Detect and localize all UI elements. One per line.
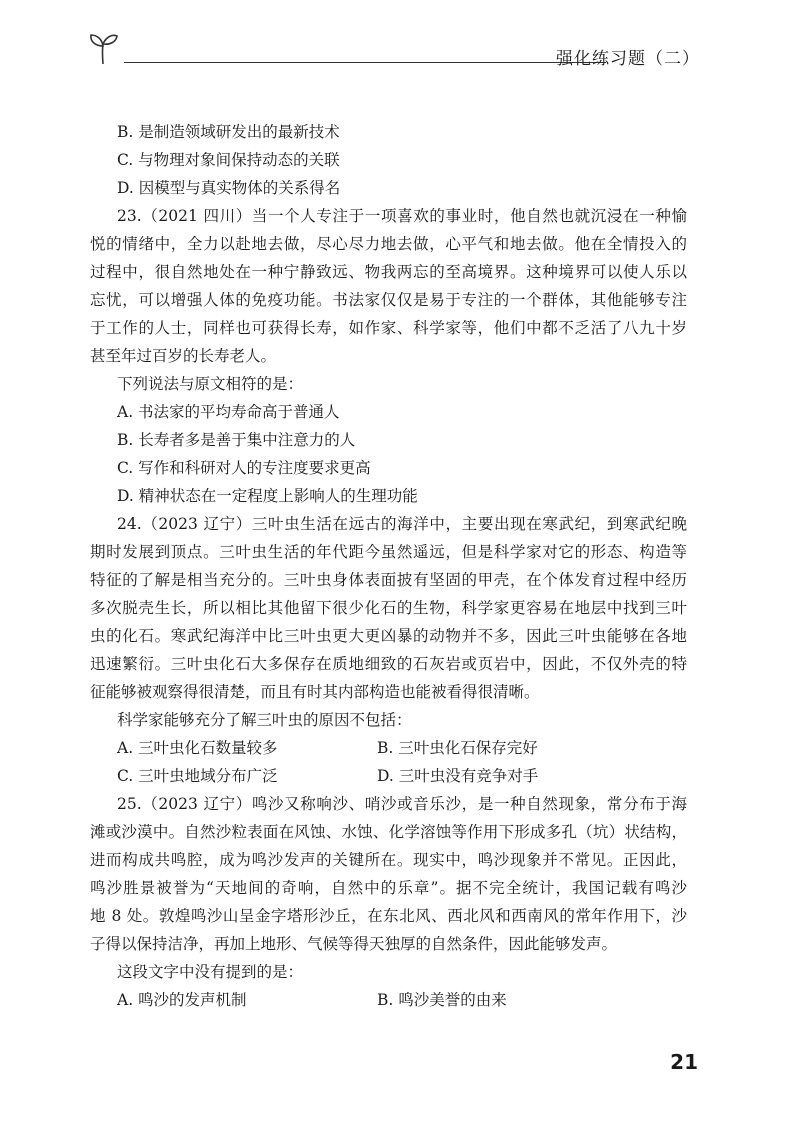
q24-line: 24.（2023 辽宁）三叶虫生活在远古的海洋中，主要出现在寒武纪，到寒武纪晚 — [117, 515, 687, 533]
q23-option-d: D. 精神状态在一定程度上影响人的生理功能 — [117, 487, 418, 505]
question-23 — [90, 202, 687, 510]
q23-line: 过程中，很自然地处在一种宁静致远、物我两忘的至高境界。这种境界可以使人乐以 — [90, 263, 687, 281]
q25-line: 滩或沙漠中。自然沙粒表面在风蚀、水蚀、化学溶蚀等作用下形成多孔（坑）状结构， — [90, 823, 687, 841]
q24-line: 虫的化石。寒武纪海洋中比三叶虫更大更凶暴的动物并不多，因此三叶虫能够在各地 — [90, 627, 687, 645]
q24-prompt: 科学家能够充分了解三叶虫的原因不包括： — [117, 711, 412, 729]
page-content — [90, 118, 687, 1014]
header-rule — [124, 62, 606, 63]
q24-option-c: C. 三叶虫地域分布广泛 — [117, 767, 278, 785]
q24-option-d: D. 三叶虫没有竞争对手 — [377, 767, 539, 785]
q25-option-a: A. 鸣沙的发声机制 — [117, 991, 247, 1009]
q23-line: 悦的情绪中，全力以赴地去做，尽心尽力地去做，心平气和地去做。他在全情投入的 — [90, 235, 687, 253]
page-number: 21 — [670, 1050, 698, 1074]
q23-option-a: A. 书法家的平均寿命高于普通人 — [117, 403, 340, 421]
q24-line: 征能够被观察得很清楚，而且有时其内部构造也能被看得很清晰。 — [90, 683, 540, 701]
q24-option-b: B. 三叶虫化石保存完好 — [377, 739, 538, 757]
q25-option-b: B. 鸣沙美誉的由来 — [377, 991, 507, 1009]
q25-line: 子得以保持洁净，再加上地形、气候等得天独厚的自然条件，因此能够发声。 — [90, 935, 618, 953]
q25-line: 地 8 处。敦煌鸣沙山呈金字塔形沙丘，在东北风、西北风和西南风的常年作用下，沙 — [90, 907, 687, 925]
q22-option-c: C. 与物理对象间保持动态的关联 — [117, 151, 340, 169]
q23-line: 甚至年过百岁的长寿老人。 — [90, 347, 277, 365]
q23-prompt: 下列说法与原文相符的是： — [117, 375, 304, 393]
page-header — [86, 30, 700, 70]
q24-option-a: A. 三叶虫化石数量较多 — [117, 739, 278, 757]
q23-option-b: B. 长寿者多是善于集中注意力的人 — [117, 431, 356, 449]
sprout-icon — [86, 30, 120, 66]
q24-line: 期时发展到顶点。三叶虫生活的年代距今虽然遥远，但是科学家对它的形态、构造等 — [90, 543, 687, 561]
q25-line: 鸣沙胜景被誉为“天地间的奇响，自然中的乐章”。据不完全统计，我国记载有鸣沙 — [90, 879, 687, 897]
question-24 — [90, 510, 687, 790]
q24-options-row — [90, 762, 687, 790]
q25-prompt: 这段文字中没有提到的是： — [117, 963, 304, 981]
q23-line: 忘忧，可以增强人体的免疫功能。书法家仅仅是易于专注的一个群体，其他能够专注 — [90, 291, 687, 309]
question-25 — [90, 790, 687, 1014]
q24-line: 迅速繁衍。三叶虫化石大多保存在质地细致的石灰岩或页岩中，因此，不仅外壳的特 — [90, 655, 687, 673]
q23-option-c: C. 写作和科研对人的专注度要求更高 — [117, 459, 371, 477]
q23-line: 23.（2021 四川）当一个人专注于一项喜欢的事业时，他自然也就沉浸在一种愉 — [117, 207, 687, 225]
q24-line: 特征的了解是相当充分的。三叶虫身体表面披有坚固的甲壳，在个体发育过程中经历 — [90, 571, 687, 589]
q24-line: 多次脱壳生长，所以相比其他留下很少化石的生物，科学家更容易在地层中找到三叶 — [90, 599, 687, 617]
q25-line: 进而构成共鸣腔，成为鸣沙发声的关键所在。现实中，鸣沙现象并不常见。正因此， — [90, 851, 687, 869]
q23-line: 于工作的人士，同样也可获得长寿，如作家、科学家等，他们中都不乏活了八九十岁 — [90, 319, 687, 337]
header-title: 强化练习题（二） — [556, 49, 700, 69]
q25-options-row — [90, 986, 687, 1014]
q22-option-d: D. 因模型与真实物体的关系得名 — [117, 179, 341, 197]
q25-line: 25.（2023 辽宁）鸣沙又称响沙、哨沙或音乐沙，是一种自然现象，常分布于海 — [117, 795, 687, 813]
q22-option-b: B. 是制造领域研发出的最新技术 — [117, 123, 340, 141]
q24-options-row — [90, 734, 687, 762]
